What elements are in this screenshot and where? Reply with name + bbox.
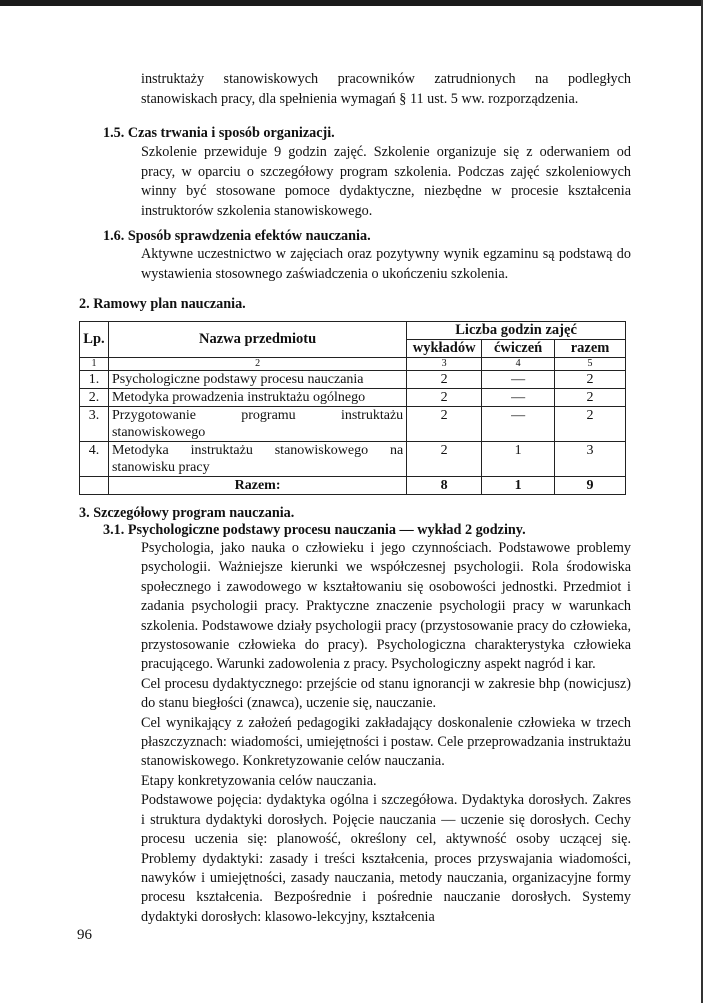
- row-lp: 4.: [80, 442, 109, 477]
- section-3-1-body: [141, 539, 631, 927]
- row-lectures: 2: [407, 407, 482, 442]
- table-row: [80, 442, 626, 477]
- header-exercises: ćwiczeń: [482, 340, 555, 358]
- row-lectures: 2: [407, 442, 482, 477]
- table-row: [80, 389, 626, 407]
- row-subject: Metodyka instruktażu stanowiskowego na stanowisku pracy: [108, 442, 406, 477]
- section-3-title: 3. Szczegółowy program nauczania.: [79, 505, 295, 521]
- column-index: 2: [108, 358, 406, 371]
- column-index: 5: [555, 358, 626, 371]
- sum-lectures: 8: [407, 477, 482, 495]
- row-exercises: —: [482, 407, 555, 442]
- row-exercises: —: [482, 389, 555, 407]
- sum-label: Razem:: [108, 477, 406, 495]
- row-lp: 2.: [80, 389, 109, 407]
- header-hours: Liczba godzin zajęć: [407, 322, 626, 340]
- intro-paragraph: instruktaży stanowiskowych pracowników zatrudnionych na podległych stanowiskach pracy, dla spełnienia wymagań § 11 ust. 5 ww. rozporządzenia.: [141, 71, 631, 107]
- row-subject: Przygotowanie programu instruktażu stanowiskowego: [108, 407, 406, 442]
- training-plan-table: [79, 321, 626, 495]
- table-row: [80, 407, 626, 442]
- paragraph: Etapy konkretyzowania celów nauczania.: [141, 772, 377, 789]
- row-lp: 3.: [80, 407, 109, 442]
- sum-exercises: 1: [482, 477, 555, 495]
- row-lectures: 2: [407, 389, 482, 407]
- section-1-5-title: 1.5. Czas trwania i sposób organizacji.: [103, 125, 335, 141]
- row-subject: Metodyka prowadzenia instruktażu ogólnego: [108, 389, 406, 407]
- header-subject-name: Nazwa przedmiotu: [108, 322, 406, 358]
- paragraph: Psychologia, jako nauka o człowieku i jego czynnościach. Podstawowe problemy psychologii. Ważniejsze kierunki we współczesnej psychologii. Rola środowiska społecznego i zawodowego w kształtowaniu się osobowości jednostki. Przedmiot i zadania psychologii pracy. Praktyczne znaczenie psychologii pracy w warunkach szkolenia. Podstawowe działy psychologii pracy (przystosowanie pracy do człowieka, przystosowanie człowieka do pracy). Psychologiczna charakterystyka człowieka pracującego. Warunki zadowolenia z pracy. Psychologiczny aspekt nagród i kar.: [141, 540, 631, 673]
- table-sum-row: [80, 477, 626, 495]
- section-1-6-title: 1.6. Sposób sprawdzenia efektów nauczania.: [103, 228, 371, 244]
- row-total: 2: [555, 389, 626, 407]
- column-index: 1: [80, 358, 109, 371]
- scan-top-border: [0, 0, 703, 6]
- page-number: 96: [77, 927, 92, 943]
- row-lp: 1.: [80, 371, 109, 389]
- paragraph: Podstawowe pojęcia: dydaktyka ogólna i szczegółowa. Dydaktyka dorosłych. Zakres i struktura dydaktyki dorosłych. Pojęcie nauczania — uczenie się dorosłych. Cechy procesu uczenia się: planowość, określony cel, aktywność osoby uczącej się. Problemy dydaktyki: zasady i treści kształcenia, proces przyswajania wiadomości, nawyków i umiejętności, zasady nauczania, metody nauczania, organizacyjne formy procesu kształcenia. Bezpośrednie i pośrednie nauczanie dorosłych. Systemy dydaktyki dorosłych: klasowo-lekcyjny, kształcenia: [141, 792, 631, 925]
- table-row: [80, 371, 626, 389]
- row-lectures: 2: [407, 371, 482, 389]
- section-3-1-title: 3.1. Psychologiczne podstawy procesu nauczania — wykład 2 godziny.: [103, 522, 526, 538]
- paragraph: Cel procesu dydaktycznego: przejście od stanu ignorancji w zakresie bhp (nowicjusz) do stanu biegłości (znawca), uczenie się, nauczanie.: [141, 675, 631, 712]
- row-exercises: —: [482, 371, 555, 389]
- column-index: 3: [407, 358, 482, 371]
- section-2-title: 2. Ramowy plan nauczania.: [79, 296, 246, 312]
- header-total: razem: [555, 340, 626, 358]
- header-lectures: wykładów: [407, 340, 482, 358]
- header-lp: Lp.: [80, 322, 109, 358]
- section-1-6-text: Aktywne uczestnictwo w zajęciach oraz pozytywny wynik egzaminu są podstawą do wystawienia stosownego zaświadczenia o ukończeniu szkolenia.: [141, 246, 631, 282]
- column-index: 4: [482, 358, 555, 371]
- row-exercises: 1: [482, 442, 555, 477]
- row-total: 2: [555, 371, 626, 389]
- paragraph: Cel wynikający z założeń pedagogiki zakładający doskonalenie człowieka w trzech płaszczyznach: wiadomości, umiejętności i postaw. Cele przeprowadzania instruktażu stanowiskowego. Konkretyzowanie celów nauczania.: [141, 714, 631, 770]
- row-total: 3: [555, 442, 626, 477]
- sum-empty-cell: [80, 477, 109, 495]
- row-subject: Psychologiczne podstawy procesu nauczania: [108, 371, 406, 389]
- column-index-row: [80, 358, 626, 371]
- row-total: 2: [555, 407, 626, 442]
- section-1-5-text: Szkolenie przewiduje 9 godzin zajęć. Szkolenie organizuje się z oderwaniem od pracy, w oparciu o szczegółowy program szkolenia. Podczas zajęć szkoleniowych winny być stosowane pomoce dydaktyczne, niezbędne w procesie kształcenia instruktorów szkolenia stanowiskowego.: [141, 144, 631, 219]
- sum-total: 9: [555, 477, 626, 495]
